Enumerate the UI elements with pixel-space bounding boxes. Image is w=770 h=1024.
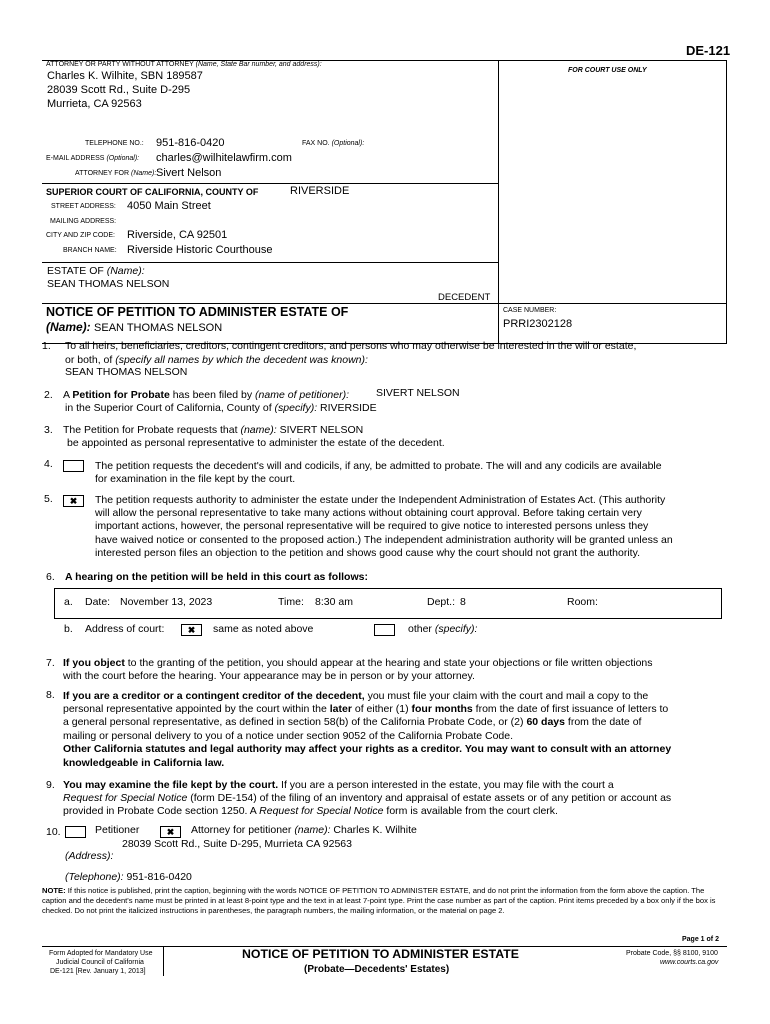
hearing-date-field[interactable]: November 13, 2023 <box>120 596 213 608</box>
item-5-text-line2: will allow the personal representative to take many actions without obtaining court approval. Before taking certain very <box>95 507 642 519</box>
item-2-number: 2. <box>44 389 53 401</box>
other-address-checkbox[interactable] <box>374 624 395 636</box>
item-5-text-line1: The petition requests authority to administer the estate under the Independent Administration of Estates Act. (This authority <box>95 494 666 506</box>
same-as-above-checkbox[interactable]: ✖ <box>181 624 202 636</box>
item-8-text-line1: If you are a creditor or a contingent creditor of the decedent, you must file your claim with the court and mail a copy to the <box>63 690 649 702</box>
email-label: E-MAIL ADDRESS (Optional): <box>46 155 140 162</box>
item-4-text-line2: for examination in the file kept by the court. <box>95 473 296 485</box>
item-1-names-field[interactable]: SEAN THOMAS NELSON <box>65 366 188 378</box>
other-address-label: other (specify): <box>408 623 478 635</box>
court-address-label: Address of court: <box>85 623 165 635</box>
hearing-dept-label: Dept.: <box>427 596 456 608</box>
item-5-text-line4: have waived notice or consented to the proposed action.) The independent administration authority will be granted unless an <box>95 534 673 546</box>
item-3-text: The Petition for Probate requests that (name): SIVERT NELSON <box>63 424 364 436</box>
notice-top-border <box>42 303 727 304</box>
email-field[interactable]: charles@wilhitelawfirm.com <box>156 152 292 164</box>
attorney-for-label: ATTORNEY FOR (Name): <box>75 170 157 177</box>
adopted-line2: Judicial Council of California <box>56 959 144 966</box>
item-2-text-line2: in the Superior Court of California, County of (specify): RIVERSIDE <box>65 402 377 414</box>
item-9-text-line2: Request for Special Notice (form DE-154) of the filing of an inventory and appraisal of estate assets or of any petition or account as <box>63 792 672 804</box>
attorney-for-petitioner-name-field[interactable]: Charles K. Wilhite <box>333 824 417 836</box>
item-1-text-line2: or both, of (specify all names by which the decedent was known): <box>65 354 368 366</box>
decedent-label: DECEDENT <box>438 292 491 303</box>
hearing-time-field[interactable]: 8:30 am <box>315 596 353 608</box>
item-4-text-line1: The petition requests the decedent's will and codicils, if any, be admitted to probate. The will and any codicils are available <box>95 460 662 472</box>
branch-name-label: BRANCH NAME: <box>63 247 117 254</box>
court-use-label: FOR COURT USE ONLY <box>568 67 647 74</box>
item-7-text-line1: If you object to the granting of the petition, you should appear at the hearing and state your objections or file written objections <box>63 657 653 669</box>
item-2-petitioner-field[interactable]: SIVERT NELSON <box>376 387 460 399</box>
item-2-county-field[interactable]: RIVERSIDE <box>320 402 377 414</box>
court-county-field[interactable]: RIVERSIDE <box>290 185 350 197</box>
hearing-time-label: Time: <box>278 596 304 608</box>
hearing-b-label: b. <box>64 623 73 635</box>
address-label: (Address): <box>65 850 114 862</box>
page-number: Page 1 of 2 <box>682 936 719 943</box>
notice-name-line: (Name): SEAN THOMAS NELSON <box>46 320 223 334</box>
caption-right-border <box>726 60 727 343</box>
item-6-title: A hearing on the petition will be held in this court as follows: <box>65 571 368 583</box>
publication-note: NOTE: If this notice is published, print the caption, beginning with the words NOTICE OF PETITION TO ADMINISTER ESTATE, and do not print the information from the form above the caption. The caption and the decedent's name must be printed in at least 8-point type and the text in at least 7-point type. Print the case number as part of the caption. Print items preceded by a box only if the box is checked. Do not print the italicized instructions in parentheses, the paragraph numbers, the mailing information, or the material on page 2. <box>42 886 716 915</box>
attorney-for-petitioner-checkbox[interactable]: ✖ <box>160 826 181 838</box>
notice-name-field[interactable]: SEAN THOMAS NELSON <box>94 322 223 334</box>
footer-divider-left <box>163 946 164 976</box>
item-9-number: 9. <box>46 779 55 791</box>
item-8-text-line6: knowledgeable in California law. <box>63 757 225 769</box>
notice-title: NOTICE OF PETITION TO ADMINISTER ESTATE OF <box>46 305 349 319</box>
street-address-label: STREET ADDRESS: <box>51 203 116 210</box>
petitioner-telephone-field[interactable]: 951-816-0420 <box>126 871 192 883</box>
hearing-a-label: a. <box>64 596 73 608</box>
adopted-line1: Form Adopted for Mandatory Use <box>49 950 153 957</box>
item-1-number: 1. <box>42 340 51 352</box>
attorney-header: ATTORNEY OR PARTY WITHOUT ATTORNEY (Name, State Bar number, and address): <box>46 61 322 68</box>
form-id: DE-121 <box>686 43 731 58</box>
city-zip-label: CITY AND ZIP CODE: <box>46 232 115 239</box>
petitioner-address-field[interactable]: 28039 Scott Rd., Suite D-295, Murrieta CA 92563 <box>122 838 352 850</box>
same-as-above-label: same as noted above <box>213 623 314 635</box>
branch-name-field[interactable]: Riverside Historic Courthouse <box>127 244 273 256</box>
item-8-text-line3: a general personal representative, as defined in section 58(b) of the California Probate Code, or (2) 60 days from the date of <box>63 716 642 728</box>
attorney-for-field[interactable]: Sivert Nelson <box>156 167 222 179</box>
attorney-for-petitioner-label: Attorney for petitioner (name): Charles K. Wilhite <box>191 824 417 836</box>
attorney-address-line1[interactable]: 28039 Scott Rd., Suite D-295 <box>47 84 191 96</box>
attorney-address-line2[interactable]: Murrieta, CA 92563 <box>47 98 142 110</box>
estate-name-field[interactable]: SEAN THOMAS NELSON <box>47 278 170 290</box>
item-6-number: 6. <box>46 571 55 583</box>
item-5-text-line3: important actions, however, the personal representative will be required to give notice to interested persons unless they <box>95 520 649 532</box>
court-header: SUPERIOR COURT OF CALIFORNIA, COUNTY OF <box>46 187 259 197</box>
telephone-line: (Telephone): 951-816-0420 <box>65 871 192 883</box>
caption-divider <box>498 60 499 343</box>
item-2-text: A Petition for Probate has been filed by (name of petitioner): <box>63 389 350 401</box>
estate-top-border <box>42 262 498 263</box>
item-10-number: 10. <box>46 826 61 838</box>
fax-label: FAX NO. (Optional): <box>302 140 365 147</box>
estate-label: ESTATE OF (Name): <box>47 265 145 277</box>
item-9-text-line1: You may examine the file kept by the court. If you are a person interested in the estate, you may file with the court a <box>63 779 614 791</box>
attorney-name[interactable]: Charles K. Wilhite, SBN 189587 <box>47 70 203 82</box>
petitioner-label: Petitioner <box>95 824 140 836</box>
court-top-border <box>42 183 498 184</box>
item-7-number: 7. <box>46 657 55 669</box>
street-address-field[interactable]: 4050 Main Street <box>127 200 211 212</box>
item-5-checkbox[interactable]: ✖ <box>63 495 84 507</box>
item-7-text-line2: with the court before the hearing. Your appearance may be in person or by your attorney. <box>63 670 475 682</box>
footer-title: NOTICE OF PETITION TO ADMINISTER ESTATE <box>242 947 519 961</box>
case-number-field[interactable]: PRRI2302128 <box>503 318 573 330</box>
item-3-text-line2: be appointed as personal representative to administer the estate of the decedent. <box>67 437 445 449</box>
item-4-checkbox[interactable] <box>63 460 84 472</box>
city-zip-field[interactable]: Riverside, CA 92501 <box>127 229 228 241</box>
hearing-date-label: Date: <box>85 596 111 608</box>
telephone-field[interactable]: 951-816-0420 <box>156 137 225 149</box>
courts-website-link[interactable]: www.courts.ca.gov <box>660 959 719 966</box>
item-8-text-line4: mailing or personal delivery to you of a notice under section 9052 of the California Probate Code. <box>63 730 514 742</box>
item-8-text-line2: personal representative appointed by the court within the later of either (1) four months from the date of first issuance of letters to <box>63 703 669 715</box>
footer-subtitle: (Probate—Decedents' Estates) <box>304 964 450 975</box>
petitioner-checkbox[interactable] <box>65 826 86 838</box>
mailing-address-label: MAILING ADDRESS: <box>50 218 117 225</box>
item-3-name-field[interactable]: SIVERT NELSON <box>279 424 364 436</box>
item-1-text: To all heirs, beneficiaries, creditors, contingent creditors, and persons who may otherwise be interested in the will or estate, <box>65 340 637 352</box>
item-3-number: 3. <box>44 424 53 436</box>
item-8-text-line5: Other California statutes and legal authority may affect your rights as a creditor. You may want to consult with an attorney <box>63 743 672 755</box>
item-4-number: 4. <box>44 458 53 470</box>
form-revision: DE-121 [Rev. January 1, 2013] <box>50 968 146 975</box>
probate-code-reference: Probate Code, §§ 8100, 9100 <box>626 950 718 957</box>
case-number-label: CASE NUMBER: <box>503 307 557 314</box>
item-8-number: 8. <box>46 689 55 701</box>
hearing-dept-field[interactable]: 8 <box>460 596 466 608</box>
item-9-text-line3: provided in Probate Code section 1250. A Request for Special Notice form is available from the court clerk. <box>63 805 558 817</box>
item-5-text-line5: interested person files an objection to the petition and shows good cause why the court should not grant the authority. <box>95 547 640 559</box>
telephone-label: TELEPHONE NO.: <box>85 140 144 147</box>
item-5-number: 5. <box>44 493 53 505</box>
hearing-room-label: Room: <box>567 596 598 608</box>
